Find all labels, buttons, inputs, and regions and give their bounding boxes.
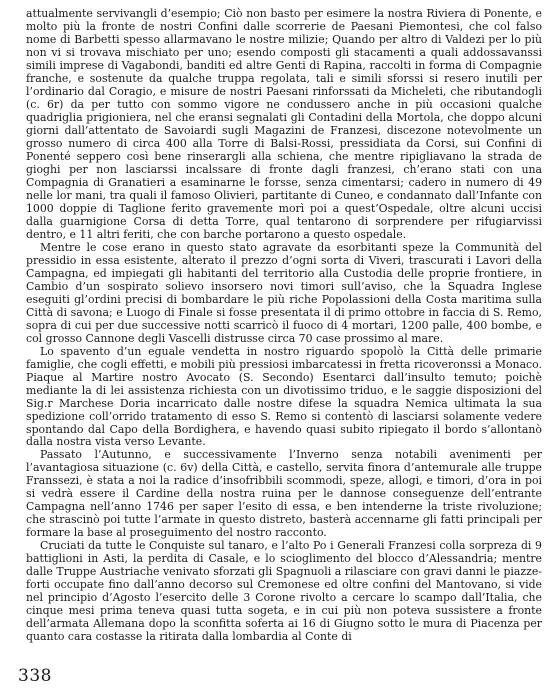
paragraph-2: Mentre le cose erano in questo stato agravate da esorbitanti speze la Communità del pressidio in essa esistente, alterato il prezzo d’ogni sorta di Viveri, trascurati i Lavori della Campagna, ed impiegati gli habitanti del territorio alla Custodia delle proprie frontiere, in Cambio d’un sospirato solievo insorsero novi timori sull’aviso, che la Squadra Inglese eseguiti gl’ordini precisi di bombardare le più riche Popolassioni della Costa maritima sulla Città di savona; e Luogo di Finale si fosse presentata il di primo ottobre in faccia di S. Remo, sopra di cui per due successive notti scarricò il fuoco di 4 mortari, 1200 palle, 400 bombe, e col grosso Cannone degli Vascelli distrusse circa 70 case prossimo al mare. — [26, 240, 542, 345]
paragraph-3: Lo spavento d’un eguale vendetta in nostro riguardo spopolò la Città delle primarie famiglie, che cogli effetti, e mobili più pressiosi imbarcatessi in fretta ricoveronssi a Monaco. Piaque al Martire nostro Avocato (S. Secondo) Esentarci dall’insulto temuto; poichè mediante la di lei assistenza richiesta con un divotissimo triduo, e le saggie disposizioni del Sig.r Marchese Doria incarricato dalle nostre difese la squadra Nemica ultimata la sua spedizione coll’orrido tratamento di esso S. Remo si contentò di lasciarsi solamente vedere spontando dal Capo della Bordighera, e havendo quasi subito ripiegato il bordo s’allontanò dalla nostra vista verso Levante. — [26, 344, 542, 449]
page-text — [26, 7, 542, 643]
paragraph-5: Cruciati da tutte le Conquiste sul tanaro, e l’alto Po i Generali Franzesi colla sorpreza di 9 battiglioni in Asti, la perdita di Casale, e lo scioglimento del blocco d’Alessandria; mentre dalle Truppe Austriache venivato sforzati gli Spagnuoli a rilasciare con gravi danni le piazze-forti occupate fino dall’anno decorso sul Cremonese ed oltre confini del Mantovano, si vide nel principio d’Agosto l’esercito delle 3 Corone rivolto a cercare lo scampo dall’Italia, che cinque mesi prima teneva quasi tutta sogeta, e in cui più non poteva sussistere a fronte dell’armata Allemana dopo la sconfitta soferta ai 16 di Giugno sotto le mura di Piacenza per quanto cara costasse la ritirata dalla lombardia al Conte di — [26, 539, 542, 644]
paragraph-4: Passato l’Autunno, e successivamente l’Inverno senza notabili avenimenti per l’avantagiosa situazione (c. 6v) della Città, e castello, servita finora d’antemurale alle truppe Franssezi, è stata a noi la radice d’insofribbili scommodi, speze, allogi, e timori, d’ora in poi si vedrà essere il Cardine della nostra ruina per le dannose conseguenze dell’entrante Campagna nell’anno 1746 per saper l’esito di essa, e ben intenderne la triste rivoluzione; che strascinò poi tutte l’armate in questo distreto, basterà accennarne gli fatti principali per formare la base al proseguimento del nostro racconto. — [26, 448, 542, 540]
paragraph-1: attualmente servivangli d’esempio; Ciò non basto per esimere la nostra Riviera di Ponente, e molto più la fronte de nostri Confini dalle scorrerie de Paesani Piemontesi, che col falso nome di Barbetti spesso allarmavano le nostre milizie; Quando per altro di Valdezi per lo più non vi si trovava mischiato per uno; esendo composti gli stacamenti a quali addossavanssi simili imprese di Vagabondi, banditi ed altre Genti di Rapina, raccolti in forma di Compagnie franche, e sostenute da qualche truppa regolata, tali e simili sforssi si resero inutili per l’ordinario dal Coragio, e misure de nostri Paesani rinforssati da Micheleti, che ributandogli (c. 6r) da per tutto con sommo vigore ne condussero anche in più occasioni qualche quadriglia prigioniera, nel che eransi segnalati gli Contadini della Mortola, che doppo alcuni giorni dall’attentato de Savoiardi sugli Magazini de Franzesi, discezone notevolmente un grosso numero di circa 400 alla Torre di Balsi-Rossi, pressidiata da Corsi, sui Confini di Ponenté seppero così bene rinserargli alla schiena, che mentre ripigliavano la strada de gioghi per non lasciarssi incalssare di fronte dagli franzesi, ch’erano stati con una Compagnia di Granatieri a esaminarne le forsse, senza cimentarsi; cadero in numero di 49 nelle lor mani, tra quali il famoso Olivieri, partitante di Cuneo, e condannato dall’Infante con 1000 doppie di Taglione ferito gravemente morì poi a quest’Ospedale, oltre alcuni uccisi dalla guarnigione Corsa di detta Torre, qual tentarono di sorprendere per rifugiarvissi dentro, e 11 altri feriti, che con barche portarono a questo ospedale. — [26, 7, 542, 241]
page-number: 338 — [18, 666, 52, 686]
